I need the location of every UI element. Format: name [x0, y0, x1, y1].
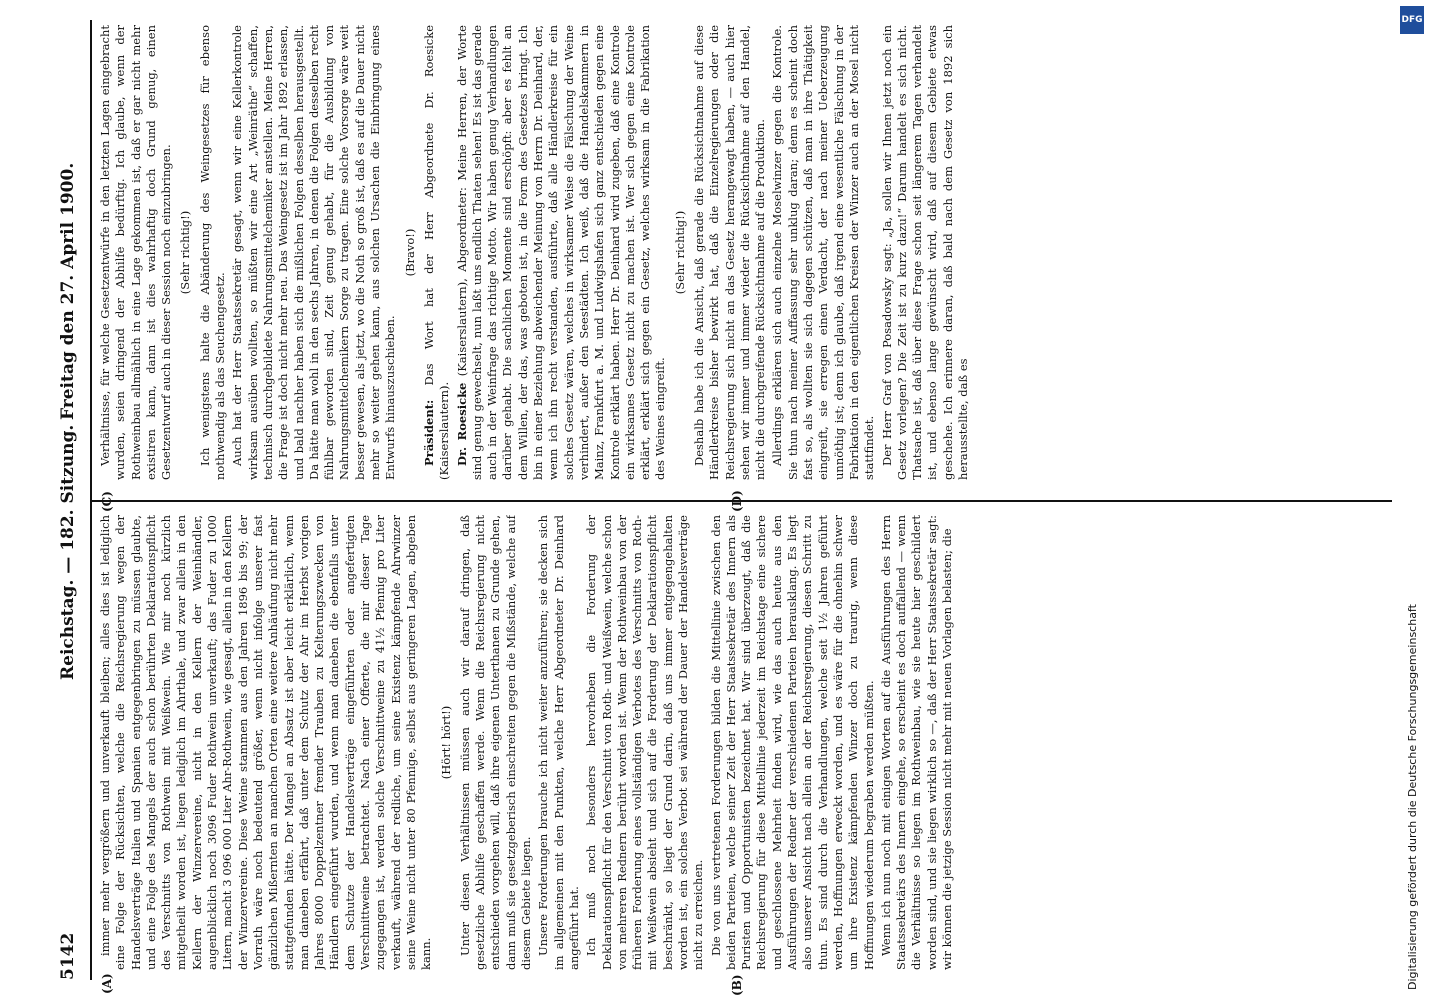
column-divider — [92, 500, 1392, 502]
interjection: (Hört! hört!) — [438, 705, 453, 780]
paragraph: Verhältnisse, für welche Gesetzentwürfe in den letzten Lagen eingebracht wurden, seien dringend der Abhilfe bedürftig. Ich glaube, wenn der Rothweinbau allmählich in eine Lage gekommen ist, daß er gar nicht mehr existiren kann, dann ist dies wahrhaftig doch Grund genug, einen Gesetzentwurf auch in dieser Session noch einzubringen. — [98, 25, 174, 480]
paragraph: Die von uns vertretenen Forderungen bilden die Mittellinie zwischen den beiden Parteien, welche seiner Zeit der Herr Staatssekretär des Innern als Puristen und Opportunisten bezeichnet hat. Wir sind überzeugt, daß die Reichsregierung für diese Mittellinie jederzeit im Reichstage eine sichere und geschlossene Mehrheit finden wird, wie das auch heute aus den Ausführungen der Redner der verschiedenen Parteien herausklang. Es liegt also unserer Ansicht nach allein an der Reichsregierung, diesen Schritt zu thun. Es sind durch die Verhandlungen, welche seit 1½ Jahren geführt werden, Hoffnungen erweckt worden, und es wäre für die ohnehin schwer um ihre Existenz kämpfenden Winzer doch zu traurig, wenn diese Hoffnungen wiederum begraben werden müßten. — [708, 515, 876, 970]
digitization-watermark — [1392, 0, 1434, 1000]
left-column — [98, 515, 1388, 970]
interjection: (Sehr richtig!) — [672, 210, 687, 295]
page-number: 5142 — [58, 932, 78, 980]
speaker-text: Das Wort hat der Herr Abgeordnete Dr. Roesicke (Kaiserslautern). — [421, 25, 452, 480]
scanned-page — [30, 0, 1400, 1000]
dfg-logo: DFG — [1400, 6, 1424, 34]
speaker-name: Dr. Roesicke — [454, 382, 469, 466]
page-header — [50, 20, 92, 980]
paragraph: Wenn ich nun noch mit einigen Worten auf die Ausführungen des Herrn Staatssekretärs des Innern eingehe, so erscheint es doch auffallend — wenn die Verhältnisse so liegen im Rothweinbau, wie sie heute hier geschildert worden sind, und sie liegen wirklich so —, daß der Herr Staatssekretär sagt: wir können die jetzige Session nicht mehr mit neuen Vorlagen belasten; die — [878, 515, 955, 970]
paragraph: Unter diesen Verhältnissen müssen auch wir darauf dringen, daß gesetzliche Abhilfe geschaffen werde. Wenn die Reichsregierung nicht entschieden vorgehen will, daß ihre eigenen Unterthanen zu Grunde gehen, dann muß sie gesetzgeberisch einschreiten gegen die Mißstände, welche auf diesem Gebiete liegen. — [457, 515, 534, 970]
margin-letter-a: (A) — [100, 973, 114, 994]
paragraph: Allerdings erklären sich auch einzelne Moselwinzer gegen die Kontrole. Sie thun nach meiner Auffassung sehr unklug daran; denn es scheint doch fast so, als wollten sie sich dagegen schützen, daß man in ihre Thätigkeit eingreift, sie erregen einen Verdacht, der nach meiner Ueberzeugung unnöthig ist; denn ich glaube, daß irgend eine wesentliche Fälschung in der Fabrikation in den eigentlichen Kreisen der Winzer auch an der Mosel nicht stattfindet. — [770, 25, 877, 480]
paragraph: Unsere Forderungen brauche ich nicht weiter anzuführen; sie decken sich im allgemeinen mit den Punkten, welche Herr Abgeordneter Dr. Deinhard angeführt hat. — [536, 515, 581, 970]
session-date: Freitag den 27. April 1900. — [58, 162, 78, 420]
interjection: (Bravo!) — [402, 228, 417, 277]
paragraph: Deshalb habe ich die Ansicht, daß gerade die Rücksichtnahme auf diese Händlerkreise bisher bewirkt hat, daß die Einzelregierungen oder die Reichsregierung sich nicht an das Gesetz herangewagt haben, — auch hier sehen wir immer und immer wieder die Rücksichtnahme auf den Handel, nicht die durchgreifende Rücksichtnahme auf die Produktion. — [691, 25, 768, 480]
margin-letter-b: (B) — [730, 974, 744, 996]
session-title: Reichstag. — 182. Sitzung. — [58, 424, 78, 680]
paragraph: Ich wenigstens halte die Abänderung des Weingesetzes für ebenso nothwendig als das Seuchengesetz. — [197, 25, 228, 480]
paragraph: immer mehr vergrößern und unverkauft bleiben; alles dies ist lediglich eine Folge der Rücksichten, welche die Reichsregierung wegen der Handelsverträge Italien und Spanien entgegenbringen zu müssen glaubte, und eine Folge des Mangels der auch schon berührten Deklarationspflicht des Verschnitts von Rothwein mit Weißwein. Wie mir noch kürzlich mitgetheilt worden ist, liegen lediglich im Ahrthale, und zwar allein in den Kellern der Winzervereine, nicht in den Kellern der Weinhändler, augenblicklich noch 3096 Fuder Rothwein unverkauft; das Fuder zu 1000 Litern, macht 3 096 000 Liter Ahr-Rothwein, wie gesagt, allein in den Kellern der Winzervereine. Diese Weine stammen aus den Jahren 1896 bis 99; der Vorrath wäre noch bedeutend größer, wenn nicht infolge unserer fast gänzlichen Mißernten an manchen Orten eine weitere Anhäufung nicht mehr stattgefunden hätte. Der Mangel an Absatz ist aber leicht erklärlich, wenn man daneben erfährt, daß unter dem Schutz der Ahr im Herbst vorigen Jahres 8000 Doppelzentner fremder Trauben zu Kelterungszwecken von Händlern eingeführt wurden, und wenn man daneben die ebenfalls unter dem Schutze der Handelsverträge eingeführten oder angefertigten Verschnittweine betrachtet. Nach einer Offerte, die mir dieser Tage zugegangen ist, werden solche Verschnittweine zu 41½ Pfennig pro Liter verkauft, während der redliche, um seine Existenz kämpfende Ahrwinzer seine Weine nicht unter 80 Pfennige, selbst aus geringeren Lagen, abgeben kann. — [98, 515, 434, 970]
speaker-text: (Kaiserslautern), Abgeordneter: Meine Herren, der Worte sind genug gewechselt, nun laßt uns endlich Thaten sehen! Es ist das gerade auch in der Weinfrage das richtige Motto. Wir haben genug Verhandlungen darüber gehabt. Die sachlichen Momente sind erschöpft: aber es fehlt an dem Willen, der das, was geboten ist, in die Form des Gesetzes bringt. Ich bin in einer Beziehung abweichender Meinung von Herrn Dr. Deinhard, der, wenn ich ihn recht verstanden, ausführte, daß alle Händlerkreise für ein solches Gesetz wären, welches in wirksamer Weise die Fälschung der Weine verhindert, außer den Seestädten. Ich weiß, daß die Handelskammern in Mainz, Frankfurt a. M. und Ludwigshafen sich ganz entschieden gegen eine Kontrole erklärt haben. Herr Dr. Deinhard wird zugeben, daß eine Kontrole ein wirksames Gesetz nicht zu machen ist. Wer sich gegen eine Kontrole erklärt, erklärt sich gegen ein Gesetz, welches wirksam in die Fabrikation des Weines eingreift. — [454, 25, 668, 480]
paragraph: Auch hat der Herr Staatssekretär gesagt, wenn wir eine Kellerkontrole wirksam ausüben wollten, so müßten wir eine Art „Weinräthe“ schaffen, technisch durchgebildete Nahrungsmittelchemiker anstellen. Meine Herren, die Frage ist doch nicht mehr neu. Das Weingesetz ist im Jahr 1892 erlassen, und bald nachher haben sich die mißlichen Folgen desselben herausgestellt. Da hätte man wohl in den sechs Jahren, in denen die Folgen desselben recht fühlbar geworden sind, Zeit genug gehabt, für die Ausbildung von Nahrungsmittelchemikern Sorge zu tragen. Eine solche Vorsorge wäre weit besser gewesen, als jetzt, wo die Noth so groß ist, daß es auf die Dauer nicht mehr so weiter gehen kann, aus solchen Ursachen die Einbringung eines Entwurfs hinauszuschieben. — [230, 25, 398, 480]
paragraph: Der Herr Graf von Posadowsky sagt: „Ja, sollen wir Ihnen jetzt noch ein Gesetz vorlegen? Die Zeit ist zu kurz dazu!“ Darum handelt es sich nicht. Thatsache ist, daß über diese Frage schon seit längerem Tagen verhandelt ist, und ebenso lange gewünscht wird, daß auf diesem Gebiete etwas geschehe. Ich erinnere daran, daß bald nach dem Gesetz von 1892 sich herausstellte, daß es — [879, 25, 971, 480]
interjection: (Sehr richtig!) — [178, 210, 193, 295]
right-column — [98, 25, 1388, 480]
speaker-name: Präsident: — [421, 399, 436, 466]
speaker-paragraph — [422, 25, 453, 480]
watermark-text: Digitalisierung gefördert durch die Deutsche Forschungsgemeinschaft — [1406, 604, 1419, 990]
paragraph: Ich muß noch besonders hervorheben die Forderung der Deklarationspflicht für den Verschnitt von Roth- und Weißwein, welche schon von mehreren Rednern berührt worden ist. Wenn der Rothweinbau von der früheren Forderung eines vollständigen Verbotes des Verschnitts von Roth- mit Weißwein absieht und sich auf die Forderung der Deklarationspflicht beschränkt, so liegt der Grund darin, daß uns immer entgegengehalten worden ist, ein solches Verbot sei während der Dauer der Handelsverträge nicht zu erreichen. — [584, 515, 706, 970]
speaker-paragraph — [455, 25, 669, 480]
